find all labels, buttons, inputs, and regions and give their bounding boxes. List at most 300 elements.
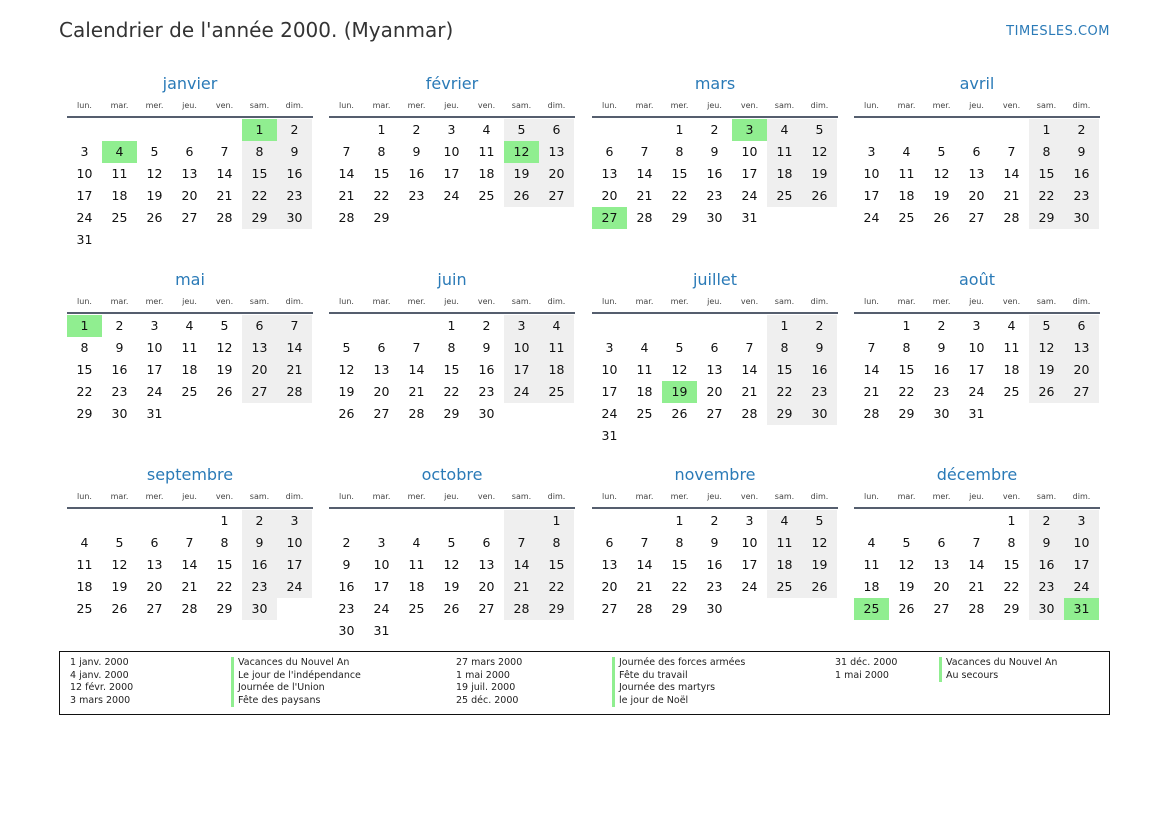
weekday-label: ven. <box>740 297 759 306</box>
weekday-label: mer. <box>145 101 164 110</box>
day-cell: 14 <box>181 557 198 572</box>
day-cell: 29 <box>443 406 460 421</box>
day-cell: 17 <box>968 362 985 377</box>
day-cell: 29 <box>898 406 915 421</box>
day-cell: 20 <box>706 384 723 399</box>
day-cell: 7 <box>412 340 421 355</box>
day-cell: 6 <box>377 340 386 355</box>
day-cell: 27 <box>968 210 985 225</box>
legend-holiday-name: Vacances du Nouvel An <box>939 657 1057 670</box>
month-janvier <box>67 72 313 251</box>
holiday-day-cell: 1 <box>67 315 102 337</box>
empty-cell <box>469 510 504 532</box>
day-cell: 3 <box>150 318 159 333</box>
day-cell: 8 <box>220 535 229 550</box>
day-cell: 15 <box>242 163 277 185</box>
holiday-day-cell: 12 <box>504 141 539 163</box>
day-cell: 19 <box>111 579 128 594</box>
empty-cell <box>1064 403 1099 425</box>
day-cell: 14 <box>636 557 653 572</box>
empty-cell <box>469 620 504 642</box>
day-cell: 10 <box>146 340 163 355</box>
day-cell: 8 <box>242 141 277 163</box>
day-cell: 3 <box>867 144 876 159</box>
day-cell: 19 <box>443 579 460 594</box>
weekday-label: mar. <box>110 297 129 306</box>
day-cell: 12 <box>802 532 837 554</box>
day-cell: 27 <box>706 406 723 421</box>
day-cell: 20 <box>478 579 495 594</box>
day-cell: 30 <box>933 406 950 421</box>
day-cell: 14 <box>504 554 539 576</box>
day-cell: 27 <box>539 185 574 207</box>
day-cell: 15 <box>671 166 688 181</box>
weekday-label: sam. <box>1036 492 1057 501</box>
day-cell: 3 <box>972 318 981 333</box>
day-cell: 13 <box>1064 337 1099 359</box>
weekday-label: dim. <box>810 492 829 501</box>
empty-cell <box>434 510 469 532</box>
day-cell: 5 <box>802 119 837 141</box>
day-cell: 5 <box>447 535 456 550</box>
day-cell: 22 <box>76 384 93 399</box>
day-cell: 31 <box>373 623 390 638</box>
legend-holiday-name: Journée des martyrs <box>612 682 745 695</box>
day-cell: 7 <box>277 315 312 337</box>
day-cell: 14 <box>968 557 985 572</box>
day-cell: 20 <box>968 188 985 203</box>
legend-date: 4 janv. 2000 <box>70 669 129 681</box>
day-cell: 13 <box>373 362 390 377</box>
empty-cell <box>399 620 434 642</box>
day-cell: 5 <box>342 340 351 355</box>
month-name: février <box>425 74 479 93</box>
day-cell: 4 <box>412 535 421 550</box>
weekday-header <box>67 487 313 509</box>
day-cell: 22 <box>671 188 688 203</box>
empty-cell <box>697 315 732 337</box>
legend-name-column <box>612 657 745 707</box>
day-cell: 4 <box>185 318 194 333</box>
legend-holiday-name: Fête du travail <box>612 670 745 683</box>
day-cell: 3 <box>745 513 754 528</box>
day-cell: 11 <box>1003 340 1020 355</box>
empty-cell <box>329 315 364 337</box>
day-cell: 6 <box>710 340 719 355</box>
day-cell: 20 <box>933 579 950 594</box>
day-cell: 17 <box>741 557 758 572</box>
weekday-label: lun. <box>602 101 617 110</box>
day-cell: 22 <box>539 576 574 598</box>
day-cell: 17 <box>373 579 390 594</box>
weekday-label: sam. <box>511 297 532 306</box>
day-cell: 8 <box>447 340 456 355</box>
weekday-label: sam. <box>249 101 270 110</box>
empty-cell <box>994 119 1029 141</box>
day-cell: 18 <box>898 188 915 203</box>
day-cell: 13 <box>601 557 618 572</box>
day-cell: 13 <box>601 166 618 181</box>
weekday-label: mer. <box>932 492 951 501</box>
day-cell: 28 <box>216 210 233 225</box>
day-cell: 26 <box>933 210 950 225</box>
day-cell: 20 <box>539 163 574 185</box>
day-cell: 19 <box>802 163 837 185</box>
day-cell: 11 <box>181 340 198 355</box>
weekday-header <box>329 96 575 118</box>
weekday-label: sam. <box>249 492 270 501</box>
day-grid <box>329 315 575 425</box>
day-cell: 24 <box>76 210 93 225</box>
day-cell: 9 <box>482 340 491 355</box>
day-cell: 8 <box>675 535 684 550</box>
month-name: août <box>958 270 995 289</box>
weekday-label: mar. <box>635 492 654 501</box>
day-cell: 8 <box>1007 535 1016 550</box>
day-grid <box>592 315 838 447</box>
day-cell: 28 <box>741 406 758 421</box>
day-cell: 8 <box>675 144 684 159</box>
day-cell: 8 <box>902 340 911 355</box>
weekday-label: lun. <box>864 297 879 306</box>
day-cell: 24 <box>146 384 163 399</box>
empty-cell <box>504 620 539 642</box>
day-cell: 4 <box>767 510 802 532</box>
day-cell: 25 <box>636 406 653 421</box>
day-cell: 7 <box>640 144 649 159</box>
day-cell: 18 <box>636 384 653 399</box>
day-cell: 7 <box>1007 144 1016 159</box>
day-cell: 27 <box>242 381 277 403</box>
day-grid <box>329 510 575 642</box>
day-cell: 1 <box>377 122 386 137</box>
weekday-label: mar. <box>372 492 391 501</box>
day-cell: 7 <box>745 340 754 355</box>
day-cell: 6 <box>185 144 194 159</box>
day-cell: 21 <box>338 188 355 203</box>
day-cell: 29 <box>671 601 688 616</box>
day-cell: 10 <box>76 166 93 181</box>
day-cell: 15 <box>76 362 93 377</box>
site-brand-link[interactable]: TIMESLES.COM <box>1006 24 1110 39</box>
day-cell: 22 <box>1029 185 1064 207</box>
day-cell: 12 <box>146 166 163 181</box>
day-cell: 10 <box>741 144 758 159</box>
holiday-day-cell: 1 <box>242 119 277 141</box>
day-cell: 29 <box>242 207 277 229</box>
weekday-label: mar. <box>635 297 654 306</box>
day-cell: 10 <box>443 144 460 159</box>
day-cell: 13 <box>933 557 950 572</box>
day-cell: 11 <box>863 557 880 572</box>
weekday-label: mer. <box>145 492 164 501</box>
day-cell: 28 <box>636 210 653 225</box>
empty-cell <box>732 315 767 337</box>
weekday-label: jeu. <box>182 101 197 110</box>
legend-date-column <box>835 657 897 682</box>
empty-cell <box>767 598 802 620</box>
weekday-label: lun. <box>339 297 354 306</box>
empty-cell <box>504 403 539 425</box>
day-cell: 6 <box>972 144 981 159</box>
day-cell: 19 <box>802 554 837 576</box>
day-grid <box>67 510 313 620</box>
day-cell: 25 <box>1003 384 1020 399</box>
month-mars <box>592 72 838 229</box>
day-cell: 29 <box>671 210 688 225</box>
day-cell: 5 <box>675 340 684 355</box>
empty-cell <box>207 119 242 141</box>
weekday-label: jeu. <box>969 101 984 110</box>
day-cell: 24 <box>504 381 539 403</box>
day-cell: 8 <box>80 340 89 355</box>
day-cell: 24 <box>968 384 985 399</box>
holiday-day-cell: 25 <box>854 598 889 620</box>
day-cell: 3 <box>504 315 539 337</box>
weekday-label: lun. <box>77 101 92 110</box>
day-cell: 31 <box>741 210 758 225</box>
day-cell: 1 <box>675 513 684 528</box>
day-cell: 2 <box>342 535 351 550</box>
day-cell: 12 <box>898 557 915 572</box>
day-cell: 16 <box>706 557 723 572</box>
month-name: novembre <box>674 465 756 484</box>
day-cell: 14 <box>636 166 653 181</box>
empty-cell <box>854 315 889 337</box>
day-cell: 3 <box>277 510 312 532</box>
weekday-header <box>854 487 1100 509</box>
weekday-label: sam. <box>511 492 532 501</box>
day-cell: 1 <box>767 315 802 337</box>
day-cell: 16 <box>408 166 425 181</box>
day-cell: 5 <box>937 144 946 159</box>
day-cell: 11 <box>478 144 495 159</box>
legend-date: 31 déc. 2000 <box>835 657 898 668</box>
day-cell: 30 <box>1029 598 1064 620</box>
day-cell: 10 <box>863 166 880 181</box>
day-cell: 15 <box>539 554 574 576</box>
empty-cell <box>399 315 434 337</box>
day-cell: 1 <box>447 318 456 333</box>
day-cell: 29 <box>76 406 93 421</box>
day-cell: 11 <box>898 166 915 181</box>
empty-cell <box>662 425 697 447</box>
empty-cell <box>889 510 924 532</box>
empty-cell <box>207 229 242 251</box>
day-cell: 13 <box>478 557 495 572</box>
day-cell: 3 <box>377 535 386 550</box>
day-cell: 23 <box>1029 576 1064 598</box>
day-cell: 30 <box>242 598 277 620</box>
day-cell: 14 <box>338 166 355 181</box>
empty-cell <box>207 403 242 425</box>
day-cell: 19 <box>1029 359 1064 381</box>
weekday-label: sam. <box>774 297 795 306</box>
day-cell: 30 <box>706 601 723 616</box>
weekday-label: ven. <box>215 101 234 110</box>
day-cell: 6 <box>539 119 574 141</box>
day-cell: 20 <box>146 579 163 594</box>
day-cell: 16 <box>277 163 312 185</box>
weekday-header <box>592 487 838 509</box>
day-cell: 10 <box>277 532 312 554</box>
day-cell: 25 <box>181 384 198 399</box>
empty-cell <box>172 510 207 532</box>
weekday-label: ven. <box>477 492 496 501</box>
day-cell: 22 <box>216 579 233 594</box>
day-cell: 21 <box>181 579 198 594</box>
day-cell: 15 <box>767 359 802 381</box>
day-cell: 21 <box>741 384 758 399</box>
day-cell: 15 <box>671 557 688 572</box>
day-cell: 14 <box>277 337 312 359</box>
day-cell: 18 <box>767 163 802 185</box>
day-cell: 24 <box>741 188 758 203</box>
day-cell: 10 <box>373 557 390 572</box>
weekday-label: mer. <box>670 101 689 110</box>
day-cell: 18 <box>863 579 880 594</box>
day-grid <box>854 119 1100 229</box>
weekday-label: mar. <box>897 297 916 306</box>
day-cell: 3 <box>1064 510 1099 532</box>
weekday-label: jeu. <box>444 297 459 306</box>
weekday-label: ven. <box>215 492 234 501</box>
day-cell: 26 <box>146 210 163 225</box>
month-juin <box>329 268 575 425</box>
day-cell: 28 <box>968 601 985 616</box>
day-cell: 14 <box>863 362 880 377</box>
weekday-header <box>592 96 838 118</box>
day-grid <box>592 119 838 229</box>
day-cell: 26 <box>443 601 460 616</box>
weekday-label: mar. <box>635 101 654 110</box>
day-cell: 19 <box>146 188 163 203</box>
day-cell: 29 <box>1003 601 1020 616</box>
weekday-label: mer. <box>670 297 689 306</box>
day-cell: 12 <box>1029 337 1064 359</box>
day-cell: 4 <box>1007 318 1016 333</box>
day-cell: 2 <box>710 513 719 528</box>
day-cell: 9 <box>412 144 421 159</box>
day-cell: 20 <box>242 359 277 381</box>
empty-cell <box>592 119 627 141</box>
weekday-label: dim. <box>285 492 304 501</box>
day-cell: 12 <box>671 362 688 377</box>
legend-date: 27 mars 2000 <box>456 657 523 668</box>
day-cell: 10 <box>1064 532 1099 554</box>
day-cell: 27 <box>373 406 390 421</box>
weekday-label: jeu. <box>182 297 197 306</box>
day-cell: 15 <box>443 362 460 377</box>
day-cell: 8 <box>377 144 386 159</box>
day-cell: 3 <box>605 340 614 355</box>
day-cell: 12 <box>802 141 837 163</box>
empty-cell <box>67 510 102 532</box>
empty-cell <box>854 510 889 532</box>
day-cell: 15 <box>216 557 233 572</box>
day-cell: 24 <box>373 601 390 616</box>
holiday-day-cell: 19 <box>662 381 697 403</box>
empty-cell <box>959 119 994 141</box>
day-cell: 7 <box>867 340 876 355</box>
day-grid <box>592 510 838 620</box>
empty-cell <box>102 229 137 251</box>
day-cell: 16 <box>111 362 128 377</box>
weekday-label: ven. <box>1002 492 1021 501</box>
day-cell: 10 <box>741 535 758 550</box>
weekday-label: jeu. <box>969 297 984 306</box>
weekday-label: dim. <box>285 297 304 306</box>
day-cell: 24 <box>1064 576 1099 598</box>
day-cell: 1 <box>220 513 229 528</box>
day-cell: 13 <box>146 557 163 572</box>
legend-date: 12 févr. 2000 <box>70 682 134 694</box>
day-cell: 11 <box>767 532 802 554</box>
weekday-label: sam. <box>1036 297 1057 306</box>
empty-cell <box>364 510 399 532</box>
day-cell: 16 <box>1029 554 1064 576</box>
day-cell: 4 <box>867 535 876 550</box>
day-cell: 12 <box>111 557 128 572</box>
day-cell: 8 <box>767 337 802 359</box>
empty-cell <box>364 315 399 337</box>
weekday-label: ven. <box>1002 297 1021 306</box>
day-cell: 30 <box>706 210 723 225</box>
day-cell: 3 <box>447 122 456 137</box>
day-cell: 23 <box>933 384 950 399</box>
day-cell: 31 <box>146 406 163 421</box>
empty-cell <box>662 315 697 337</box>
legend-date: 1 mai 2000 <box>456 669 510 681</box>
empty-cell <box>959 510 994 532</box>
weekday-label: mar. <box>897 492 916 501</box>
month-name: juin <box>437 270 467 289</box>
day-cell: 15 <box>898 362 915 377</box>
day-cell: 4 <box>80 535 89 550</box>
day-cell: 26 <box>671 406 688 421</box>
day-cell: 2 <box>242 510 277 532</box>
day-grid <box>329 119 575 229</box>
holiday-legend <box>59 651 1110 715</box>
day-cell: 21 <box>277 359 312 381</box>
day-cell: 28 <box>181 601 198 616</box>
day-cell: 16 <box>933 362 950 377</box>
day-cell: 7 <box>220 144 229 159</box>
legend-date: 25 déc. 2000 <box>456 694 519 706</box>
month-février <box>329 72 575 229</box>
legend-date: 1 janv. 2000 <box>70 657 129 668</box>
day-cell: 28 <box>636 601 653 616</box>
weekday-label: dim. <box>547 101 566 110</box>
weekday-label: mar. <box>897 101 916 110</box>
day-cell: 24 <box>601 406 618 421</box>
weekday-label: ven. <box>1002 101 1021 110</box>
weekday-label: lun. <box>339 492 354 501</box>
day-cell: 17 <box>504 359 539 381</box>
empty-cell <box>889 119 924 141</box>
month-name: mai <box>175 270 205 289</box>
day-cell: 15 <box>1029 163 1064 185</box>
month-mai <box>67 268 313 425</box>
day-cell: 12 <box>933 166 950 181</box>
day-cell: 27 <box>181 210 198 225</box>
empty-cell <box>399 510 434 532</box>
day-cell: 21 <box>408 384 425 399</box>
weekday-label: lun. <box>602 297 617 306</box>
day-cell: 23 <box>111 384 128 399</box>
weekday-label: mar. <box>372 101 391 110</box>
weekday-label: dim. <box>285 101 304 110</box>
